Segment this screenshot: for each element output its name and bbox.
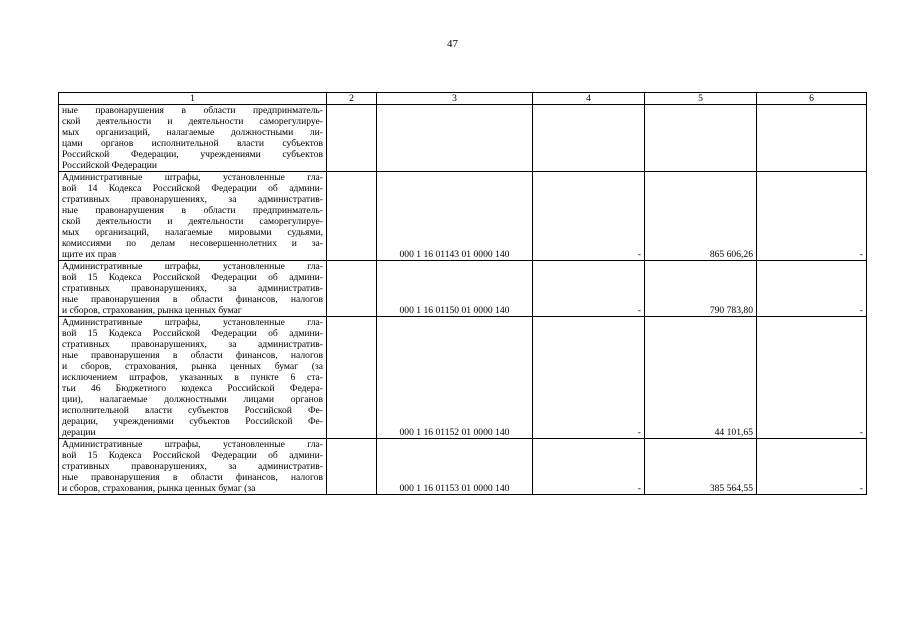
description-line: исполнительной власти субъектов Российской Фе- <box>62 405 323 416</box>
revenue-description-cell <box>59 172 327 261</box>
column-6-value-cell <box>757 105 867 172</box>
description-line: тьи 46 Бюджетного кодекса Российской Федера- <box>62 383 323 394</box>
description-line: Российской Федерации, учреждениями субъектов <box>62 149 323 160</box>
description-line: вой 15 Кодекса Российской Федерации об админи- <box>62 272 323 283</box>
column-header-6: 6 <box>757 93 867 105</box>
description-line: стративных правонарушениях, за административ- <box>62 194 323 205</box>
column-5-amount-cell: 385 564,55 <box>645 439 757 495</box>
revenue-description-cell <box>59 317 327 439</box>
table-row <box>59 261 867 317</box>
description-line: и сборов, страхования, рынка ценных бумаг (за <box>62 483 256 494</box>
column-5-amount-cell: 44 101,65 <box>645 317 757 439</box>
description-line: стративных правонарушениях, за административ- <box>62 283 323 294</box>
column-2-cell <box>327 261 377 317</box>
budget-classification-code-cell <box>377 105 533 172</box>
description-line: ные правонарушения в области предпринматель- <box>62 105 323 116</box>
column-header-4: 4 <box>533 93 645 105</box>
column-4-value-cell <box>533 105 645 172</box>
revenue-description-cell <box>59 439 327 495</box>
description-line: мых организаций, налагаемые должностными ли- <box>62 127 323 138</box>
description-line: ные правонарушения в области финансов, налогов <box>62 350 323 361</box>
table-row <box>59 439 867 495</box>
budget-classification-code-cell: 000 1 16 01153 01 0000 140 <box>377 439 533 495</box>
description-line: и сборов, страхования, рынка ценных бумаг <box>62 305 242 316</box>
page-number: 47 <box>447 38 458 50</box>
description-line: стративных правонарушениях, за административ- <box>62 461 323 472</box>
description-line: Административные штрафы, установленные гла- <box>62 439 323 450</box>
table-row <box>59 105 867 172</box>
description-line: Административные штрафы, установленные гла- <box>62 261 323 272</box>
table-body <box>59 105 867 495</box>
column-number-row <box>59 93 867 105</box>
budget-classification-code-cell: 000 1 16 01143 01 0000 140 <box>377 172 533 261</box>
column-5-amount-cell <box>645 105 757 172</box>
description-line: ской деятельности и деятельности саморегулируе- <box>62 116 323 127</box>
description-line: Российской Федерации <box>62 160 157 171</box>
table-row <box>59 172 867 261</box>
column-header-2: 2 <box>327 93 377 105</box>
revenue-description-cell <box>59 105 327 172</box>
budget-revenue-table <box>58 92 867 495</box>
column-5-amount-cell: 790 783,80 <box>645 261 757 317</box>
description-line: ные правонарушения в области предпринматель- <box>62 205 323 216</box>
description-line: дерации <box>62 427 96 438</box>
description-line: Административные штрафы, установленные гла- <box>62 317 323 328</box>
description-line: дерации, учреждениями субъектов Российской Фе- <box>62 416 323 427</box>
column-4-value-cell: - <box>533 172 645 261</box>
description-line: вой 15 Кодекса Российской Федерации об админи- <box>62 450 323 461</box>
column-2-cell <box>327 105 377 172</box>
description-line: вой 15 Кодекса Российской Федерации об админи- <box>62 328 323 339</box>
description-line: щите их прав <box>62 249 117 260</box>
column-6-value-cell: - <box>757 317 867 439</box>
column-4-value-cell: - <box>533 261 645 317</box>
description-line: цами органов исполнительной власти субъектов <box>62 138 323 149</box>
description-line: и сборов, страхования, рынка ценных бумаг (за <box>62 361 323 372</box>
column-6-value-cell: - <box>757 261 867 317</box>
column-4-value-cell: - <box>533 439 645 495</box>
description-line: вой 14 Кодекса Российской Федерации об админи- <box>62 183 323 194</box>
column-5-amount-cell: 865 606,26 <box>645 172 757 261</box>
description-line: мых организаций, налагаемые мировыми судьями, <box>62 227 323 238</box>
column-header-1: 1 <box>59 93 327 105</box>
column-4-value-cell: - <box>533 317 645 439</box>
budget-classification-code-cell: 000 1 16 01152 01 0000 140 <box>377 317 533 439</box>
revenue-description-cell <box>59 261 327 317</box>
column-header-3: 3 <box>377 93 533 105</box>
description-line: ные правонарушения в области финансов, налогов <box>62 294 323 305</box>
description-line: ные правонарушения в области финансов, налогов <box>62 472 323 483</box>
column-2-cell <box>327 317 377 439</box>
budget-classification-code-cell: 000 1 16 01150 01 0000 140 <box>377 261 533 317</box>
column-2-cell <box>327 439 377 495</box>
description-line: Административные штрафы, установленные гла- <box>62 172 323 183</box>
description-line: исключением штрафов, указанных в пункте 6 ста- <box>62 372 323 383</box>
description-line: ции), налагаемые должностными лицами органов <box>62 394 323 405</box>
description-line: стративных правонарушениях, за административ- <box>62 339 323 350</box>
column-header-5: 5 <box>645 93 757 105</box>
column-6-value-cell: - <box>757 172 867 261</box>
column-2-cell <box>327 172 377 261</box>
description-line: ской деятельности и деятельности саморегулируе- <box>62 216 323 227</box>
description-line: комиссиями по делам несовершеннолетних и за- <box>62 238 323 249</box>
column-6-value-cell: - <box>757 439 867 495</box>
table-row <box>59 317 867 439</box>
